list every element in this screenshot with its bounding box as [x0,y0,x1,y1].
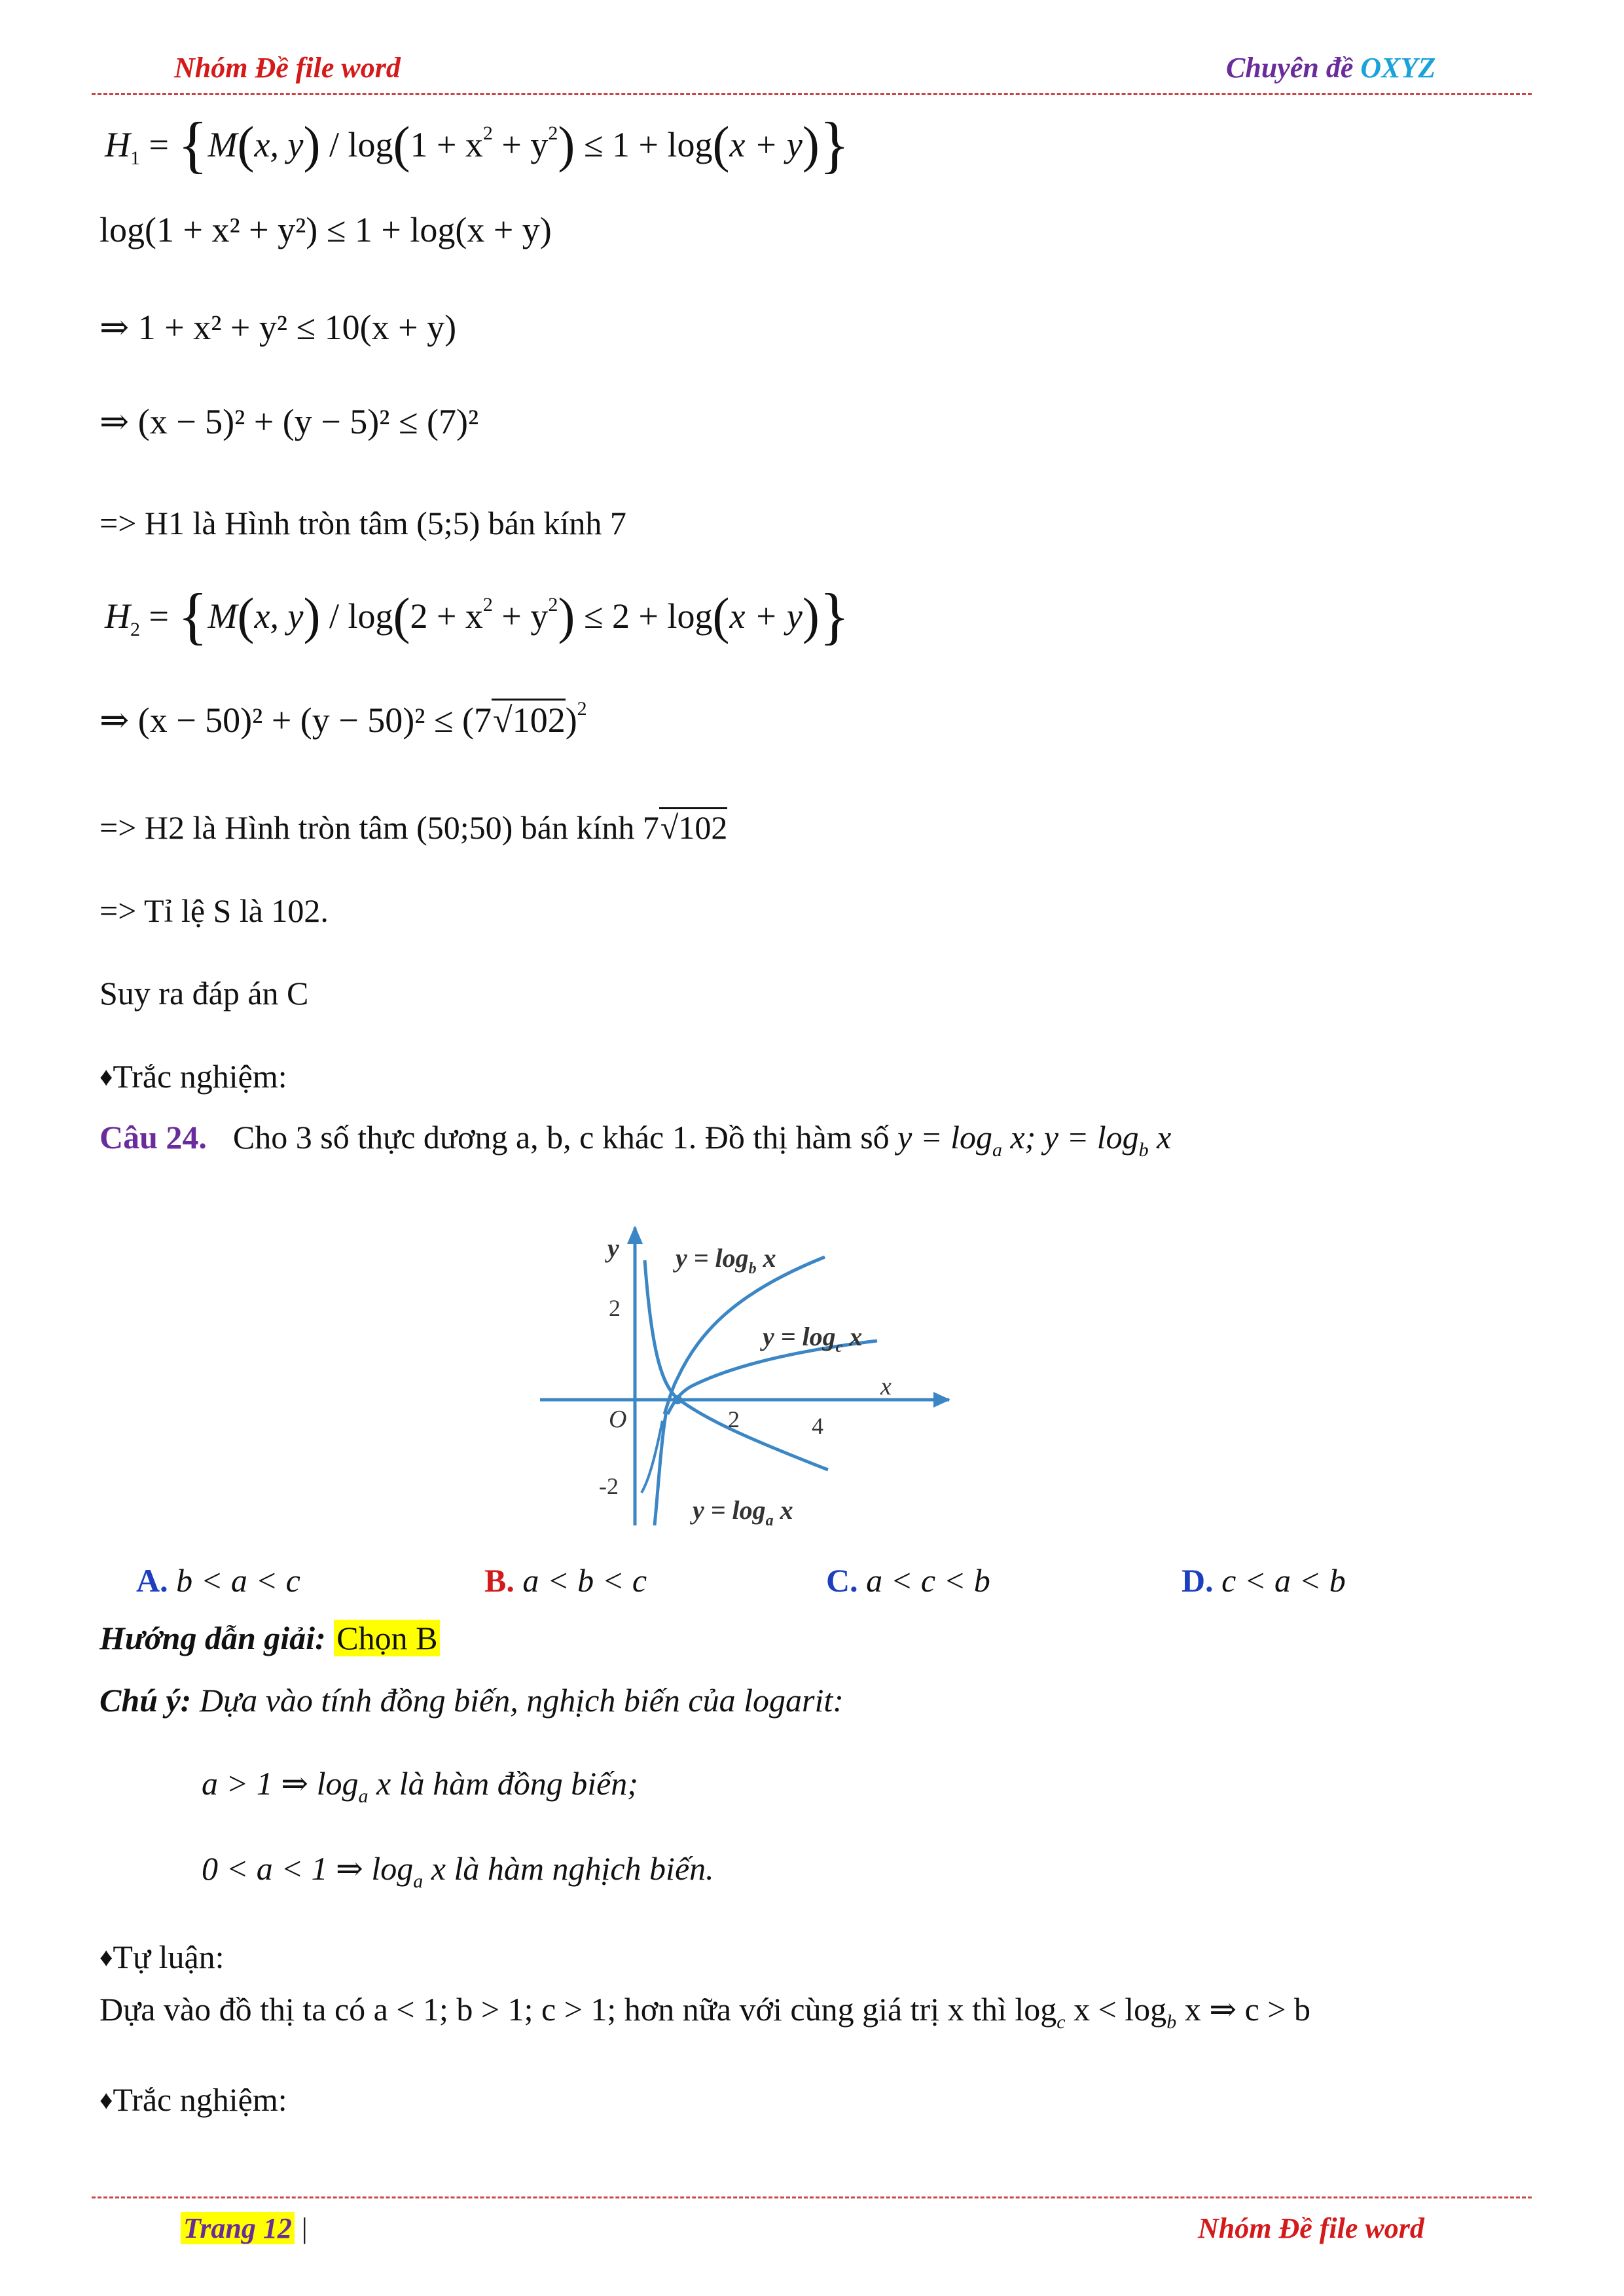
step4-sq: 2 [577,698,587,720]
label-curve-b-x: x [756,1243,776,1273]
h1-eq: = [140,125,178,164]
rule-decreasing [202,1850,714,1892]
footer-sep: | [294,2212,308,2244]
tuluan-text: Tự luận: [113,1939,225,1975]
h2-sq1: 2 [482,594,493,615]
h2-paren-open: ( [237,587,255,644]
label-curve-c-x: x [842,1322,863,1351]
option-d-text: c < a < b [1221,1562,1346,1599]
footer-rule [92,2196,1532,2198]
h1-sq2: 2 [548,122,558,144]
tracnghiem-2 [99,2081,287,2119]
diamond-icon: ♦ [99,1942,113,1972]
h2-eq: = [140,596,178,636]
h1-brace-open: { [177,109,208,179]
label-curve-b [673,1243,776,1277]
guide-line [99,1619,440,1657]
answer-line: Suy ra đáp án C [99,975,309,1011]
footer-page-word: Trang [183,2212,263,2244]
reason-pre: Dựa vào đồ thị ta có a < 1; b > 1; c > 1; hơn nữa với cùng giá trị x thì log [99,1991,1057,2028]
step4-root: 102 [512,701,566,740]
step1: log(1 + x² + y²) ≤ 1 + log(x + y) [99,210,552,249]
h2-M: M [208,596,238,636]
h2-y: + y [492,596,549,636]
reason-line [99,1990,1310,2033]
option-a-label: A. [136,1562,168,1599]
h2-paren-close: ) [303,587,321,644]
header-right-prefix: Chuyên đề [1226,52,1361,84]
h2-xy-open: ( [712,587,730,644]
graph-x-label: x [880,1373,892,1400]
h2-conclusion [99,809,727,847]
graph-y-label: y [607,1233,619,1263]
reason-sub-c: c [1056,2011,1066,2033]
question-24 [99,1118,1172,1161]
h2-symbol: H [105,596,130,636]
h1-log: / log [320,125,393,164]
h1-xy-open: ( [712,116,730,173]
reason-mid: x < log [1065,1991,1167,2028]
footer-page-box [181,2212,295,2244]
rule2-post: x là hàm nghịch biến. [423,1850,714,1887]
label-curve-a-sub: a [765,1512,774,1529]
rule2-pre: 0 < a < 1 ⇒ log [202,1850,414,1887]
option-b-label: B. [484,1562,514,1599]
chosen-answer: Chọn B [334,1620,440,1656]
option-b-text: a < b < c [522,1562,647,1599]
h1-y: + y [492,125,549,164]
note-label: Chú ý: [99,1682,192,1719]
label-curve-a [690,1495,793,1529]
step4-sqrt: √102 [492,699,566,740]
h2-sq2: 2 [548,594,558,615]
h2-sqrt: √102 [659,807,727,846]
h1-xy-close: ) [802,116,820,173]
h1-xy: x + y [729,125,803,164]
question-sub-b: b [1138,1139,1149,1161]
h1-brace-close: } [819,109,850,179]
h2-brace-close: } [819,581,850,651]
footer-right: Nhóm Đề file word [1198,2212,1424,2244]
h1-le: ≤ 1 + log [575,125,713,164]
question-formula-a: y = log [897,1119,992,1156]
h2-root: 102 [678,809,728,846]
h1-log-open: ( [393,116,410,173]
tuluan-line [99,1938,225,1976]
rule1-post: x là hàm đồng biến; [368,1765,638,1802]
h2-inner: 2 + x [410,596,483,636]
footer-left [181,2212,308,2245]
option-d[interactable] [1182,1561,1346,1599]
h1-inner: 1 + x [410,125,483,164]
reason-sub-b: b [1166,2011,1177,2033]
header-right-accent: OXYZ [1360,52,1436,84]
header-right [1226,51,1435,84]
h2-xy: x + y [729,596,803,636]
step4-prefix: ⇒ (x − 50)² + (y − 50)² ≤ (7 [99,701,492,740]
note-line [99,1681,844,1719]
h1-definition [105,108,850,181]
option-d-label: D. [1182,1562,1214,1599]
label-curve-b-text: y = log [676,1243,749,1273]
step3: ⇒ (x − 5)² + (y − 5)² ≤ (7)² [99,402,479,441]
option-b[interactable] [484,1561,647,1599]
step4: ⇒ $(x - 50)^2 + (y - 50)^2 \le (7√102)^2$ [99,698,587,740]
rule1-pre: a > 1 ⇒ log [202,1765,359,1802]
graph-origin: O [609,1406,627,1433]
diamond-icon: ♦ [99,1062,113,1091]
h2-log-close: ) [558,587,575,644]
h1-M: M [208,125,238,164]
h1-sub: 1 [130,147,140,169]
question-end: x [1148,1119,1172,1156]
h1-log-close: ) [558,116,575,173]
h1-args: x, y [254,125,304,164]
log-graph [537,1218,956,1545]
h2-args: x, y [254,596,304,636]
h1-conclusion: => H1 là Hình tròn tâm (5;5) bán kính 7 [99,505,626,541]
tracnghiem-1 [99,1057,287,1095]
note-text: Dựa vào tính đồng biến, nghịch biến của logarit: [191,1682,844,1719]
label-curve-c-sub: c [835,1339,843,1356]
h1-paren-open: ( [237,116,255,173]
label-curve-a-x: x [773,1495,793,1525]
option-c[interactable] [826,1561,990,1599]
header-rule [92,93,1532,95]
tick-x-4: 4 [812,1413,823,1439]
tick-y-2: 2 [609,1295,621,1321]
h2-xy-close: ) [802,587,820,644]
option-c-label: C. [826,1562,858,1599]
guide-label: Hướng dẫn giải: [99,1620,326,1656]
question-formula-b: x; y = log [1001,1119,1139,1156]
option-a[interactable] [136,1561,300,1599]
h1-sq1: 2 [482,122,493,144]
diamond-icon: ♦ [99,2085,113,2115]
label-curve-b-sub: b [748,1260,757,1277]
question-label: Câu 24. [99,1119,207,1156]
rule1-sub: a [358,1785,369,1807]
h1-paren-close: ) [303,116,321,173]
point-1-0 [673,1395,682,1404]
label-curve-c [760,1322,862,1356]
h2-log: / log [320,596,393,636]
label-curve-a-text: y = log [693,1495,766,1525]
reason-end: x ⇒ c > b [1176,1991,1310,2028]
question-sub-a: a [992,1139,1002,1161]
rule2-sub: a [413,1870,424,1892]
label-curve-c-text: y = log [763,1322,836,1351]
step2: ⇒ 1 + x² + y² ≤ 10(x + y) [99,308,457,347]
tracnghiem-1-text: Trắc nghiệm: [113,1058,287,1095]
h2-brace-open: { [177,581,208,651]
h2-sub: 2 [130,619,140,640]
tracnghiem-2-text: Trắc nghiệm: [113,2081,287,2118]
h2-le: ≤ 2 + log [575,596,713,636]
question-text: Cho 3 số thực dương a, b, c khác 1. Đồ thị hàm số [232,1119,898,1156]
h2-conclusion-text: => H2 là Hình tròn tâm (50;50) bán kính 7 [99,809,659,846]
ratio-line: => Tỉ lệ S là 102. [99,892,329,929]
tick-x-2: 2 [728,1406,740,1432]
h1-symbol: H [105,125,130,164]
option-c-text: a < c < b [866,1562,990,1599]
header-left: Nhóm Đề file word [174,52,401,84]
h2-log-open: ( [393,587,410,644]
rule-increasing [202,1764,638,1807]
h2-definition [105,579,850,652]
tick-y-neg2: -2 [599,1473,619,1499]
option-a-text: b < a < c [176,1562,300,1599]
footer-page-num: 12 [262,2212,292,2244]
